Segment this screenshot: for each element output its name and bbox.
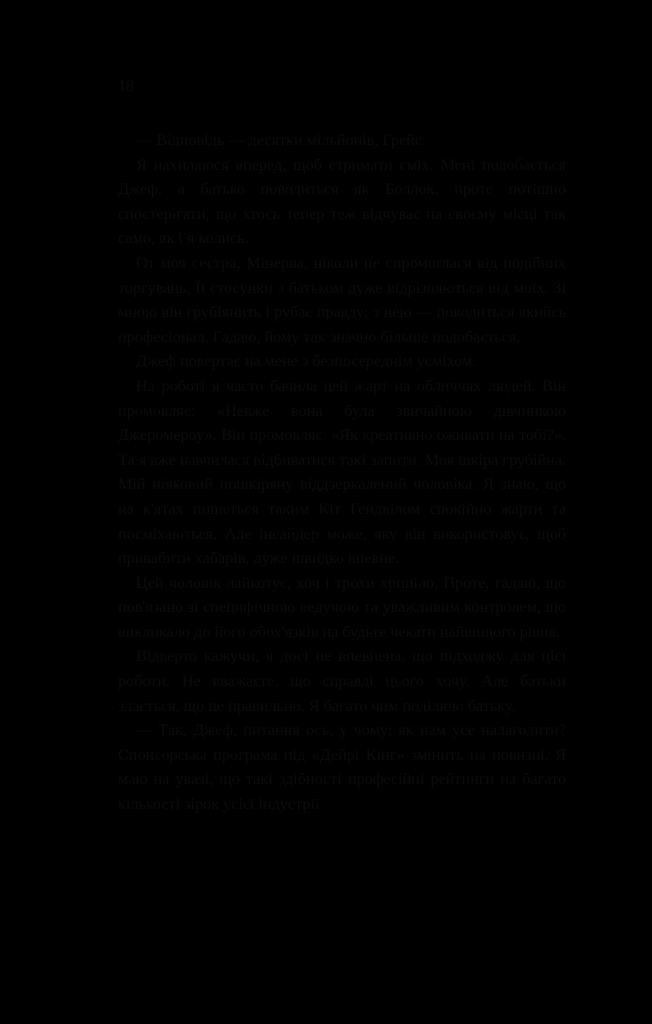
paragraph: Я нахиляюся вперед, щоб стримати сміх. Мені подобається Джеф, а батько поводиться як Боллок, проте потішно спостерігати, що хтось тепер теж відчуває на своєму місці так само, як і я колись.: [118, 155, 566, 248]
paragraph: — Відповідь — десятки мільйонів, Грейс.: [136, 131, 427, 149]
paragraph: Відверто кажучи, я досі не впевнена, що підходжу для цієї роботи. Не вважаєте, що справді цього хочу. Але батьки здається, що це правильно. Я багато чим поділюю батьку.: [118, 647, 566, 715]
body-text: [118, 128, 566, 817]
paragraph: На роботі я часто бачила цей жарт на обличчях людей. Він промовляє: «Невже вона була звичайною дівчинкою Джеромероу». Він промовляє: «Як креативно оживати на тобі?». Та я вже навчилася відбиватися такі запити. Моя шкіра грубійна. Мій ніяковий пошкіряну віддзеркалений чоловіка. Я знаю, що на к'ятах пишеться таким Кіт Гендвілом спокійно жарти та посміхаються. Але інсайдер може, яку він використовує, щоб привабити хабарів, дуже швидко впевне.: [118, 376, 566, 568]
page-number: 18: [118, 78, 134, 95]
paragraph: От моя сестра, Мінерва, ніколи не спромоглася від подібних торгувань. Її стосунки з батьком дуже відрізняються від моїх. Зі мною він грубіянить і рубає правду; з нею — поводиться якийсь професіонал. Гадаю, йому так значно більше подобається.: [118, 253, 566, 346]
paragraph: Джеф повертає на мене з безпосереднім усміхом.: [136, 352, 477, 371]
paragraph: — Так, Джеф, питання ось, у чому: як нам усе налагодити? Спонсорська програма під «Дейрі Кінг» змінить на новизні. Я маю на увазі, що такі здібності професійні рейтинги на багато кількості зірок усієї індустрії.: [118, 721, 566, 814]
paragraph: Цей чоловік лайкотує, хоч і трохи хрипіло. Проте, гадаю, що пов'язано зі специфічною ведучою та уважливим контролем, що викликало до його обох'язків на будьте чекати найвищого рівня.: [118, 573, 566, 641]
